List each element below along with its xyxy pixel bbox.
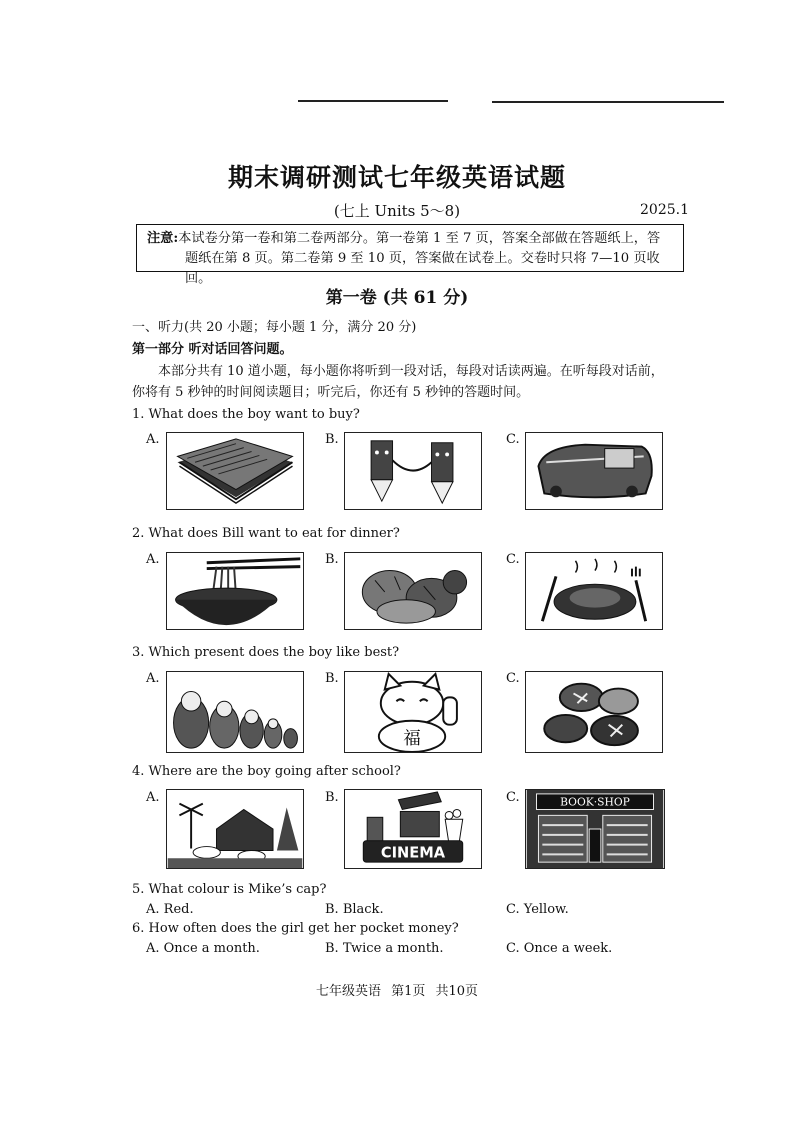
part-heading: 一、听力(共 20 小题；每小题 1 分，满分 20 分) xyxy=(132,320,417,335)
farm-icon xyxy=(167,790,303,868)
q4-cinema-picture xyxy=(344,789,482,869)
q2-option-c-letter: C. xyxy=(506,552,520,567)
question-6: 6. How often does the girl get her pocket money? xyxy=(132,921,459,936)
q1-pencils-picture xyxy=(344,432,482,510)
part-subheading: 第一部分 听对话回答问题。 xyxy=(132,342,293,357)
q4-option-b-letter: B. xyxy=(325,790,339,805)
noodles-icon xyxy=(167,553,303,629)
q3-option-c-letter: C. xyxy=(506,671,520,686)
fu-character: 福 xyxy=(403,729,421,750)
q1-option-a-letter: A. xyxy=(146,432,160,447)
section-title: 第一卷 (共 61 分) xyxy=(325,288,469,308)
q2-noodles-picture xyxy=(166,552,304,630)
q4-option-c-letter: C. xyxy=(506,790,520,805)
q2-option-a-letter: A. xyxy=(146,552,160,567)
pencils-icon xyxy=(345,433,481,509)
q2-steak-picture xyxy=(525,552,663,630)
page-title: 期末调研测试七年级英语试题 xyxy=(227,163,566,192)
bookshop-sign-text: BOOK·SHOP xyxy=(560,795,630,809)
instructions-line-2: 你将有 5 秒钟的时间阅读题目；听完后，你还有 5 秒钟的答题时间。 xyxy=(132,385,530,400)
q4-option-a-letter: A. xyxy=(146,790,160,805)
q6-option-c: C. Once a week. xyxy=(506,941,613,956)
vegetables-icon xyxy=(345,553,481,629)
q3-chess-picture xyxy=(525,671,663,753)
q1-option-c-letter: C. xyxy=(506,432,520,447)
notice-line-1: 本试卷分第一卷和第二卷两部分。第一卷第 1 至 7 页，答案全部做在答题纸上，答 xyxy=(178,231,661,246)
q5-option-b: B. Black. xyxy=(325,902,384,917)
q4-farm-picture xyxy=(166,789,304,869)
q3-nesting-dolls-picture xyxy=(166,671,304,753)
q6-option-a: A. Once a month. xyxy=(146,941,260,956)
q5-option-c: C. Yellow. xyxy=(506,902,569,917)
bookshop-icon xyxy=(526,790,664,868)
lucky-cat-icon xyxy=(345,672,481,752)
notice-label: 注意: xyxy=(147,231,179,246)
nesting-dolls-icon xyxy=(167,672,303,752)
cinema-sign-text: CINEMA xyxy=(380,844,446,862)
top-rule-left xyxy=(298,100,448,102)
question-2: 2. What does Bill want to eat for dinner? xyxy=(132,526,400,541)
q2-vegetables-picture xyxy=(344,552,482,630)
instructions-line-1: 本部分共有 10 道小题，每小题你将听到一段对话，每段对话读两遍。在听每段对话前， xyxy=(158,364,664,379)
notice-line-2: 题纸在第 8 页。第二卷第 9 至 10 页，答案做在试卷上。交卷时只将 7—10 页收回。 xyxy=(185,251,660,286)
q1-pencil-case-picture xyxy=(525,432,663,510)
question-4: 4. Where are the boy going after school? xyxy=(132,764,401,779)
notice-box xyxy=(136,224,684,286)
q3-option-a-letter: A. xyxy=(146,671,160,686)
chinese-chess-icon xyxy=(526,672,662,752)
q1-option-b-letter: B. xyxy=(325,432,339,447)
steak-icon xyxy=(526,553,662,629)
q5-option-a: A. Red. xyxy=(146,902,194,917)
question-5: 5. What colour is Mike’s cap? xyxy=(132,882,327,897)
page-footer: 七年级英语 第1页 共10页 xyxy=(315,984,479,999)
top-rule-right xyxy=(492,101,724,103)
question-3: 3. Which present does the boy like best? xyxy=(132,645,400,660)
q2-option-b-letter: B. xyxy=(325,552,339,567)
q6-option-b: B. Twice a month. xyxy=(325,941,444,956)
notebook-icon xyxy=(167,433,303,509)
q3-lucky-cat-picture xyxy=(344,671,482,753)
exam-date: 2025.1 xyxy=(640,202,689,218)
pencil-case-icon xyxy=(526,433,662,509)
cinema-icon xyxy=(345,790,481,868)
q3-option-b-letter: B. xyxy=(325,671,339,686)
q4-bookshop-picture xyxy=(525,789,665,869)
q1-notebook-picture xyxy=(166,432,304,510)
question-1: 1. What does the boy want to buy? xyxy=(132,407,360,422)
page-subtitle: (七上 Units 5～8) xyxy=(333,202,461,220)
